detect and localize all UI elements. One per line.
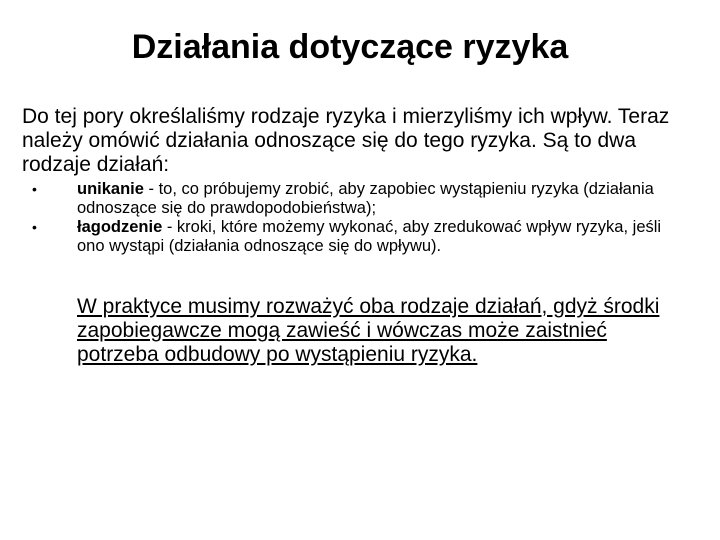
slide-title: Działania dotyczące ryzyka	[131, 28, 569, 66]
bullet-icon: •	[32, 181, 37, 197]
bullet-list	[32, 180, 692, 256]
bullet-item-mitigation	[32, 218, 692, 256]
practice-note: W praktyce musimy rozważyć oba rodzaje działań, gdyż środki zapobiegawcze mogą zawieść i wówczas może zaistnieć potrzeba odbudowy po wystąpieniu ryzyka.	[77, 295, 660, 366]
intro-paragraph: Do tej pory określaliśmy rodzaje ryzyka i mierzyliśmy ich wpływ. Teraz należy omówić działania odnoszące się do tego ryzyka. Są to dwa rodzaje działań:	[22, 105, 670, 176]
bullet-icon: •	[32, 219, 37, 235]
bullet-text: - kroki, które możemy wykonać, aby zredukować wpływ ryzyka, jeśli ono wystąpi (działania odnoszące się do wpływu).	[77, 218, 662, 255]
bullet-term: unikanie	[77, 180, 144, 198]
bullet-text: - to, co próbujemy zrobić, aby zapobiec wystąpieniu ryzyka (działania odnoszące się do prawdopodobieństwa);	[77, 180, 654, 217]
bullet-item-avoidance	[32, 180, 692, 218]
bullet-term: łagodzenie	[77, 218, 163, 236]
